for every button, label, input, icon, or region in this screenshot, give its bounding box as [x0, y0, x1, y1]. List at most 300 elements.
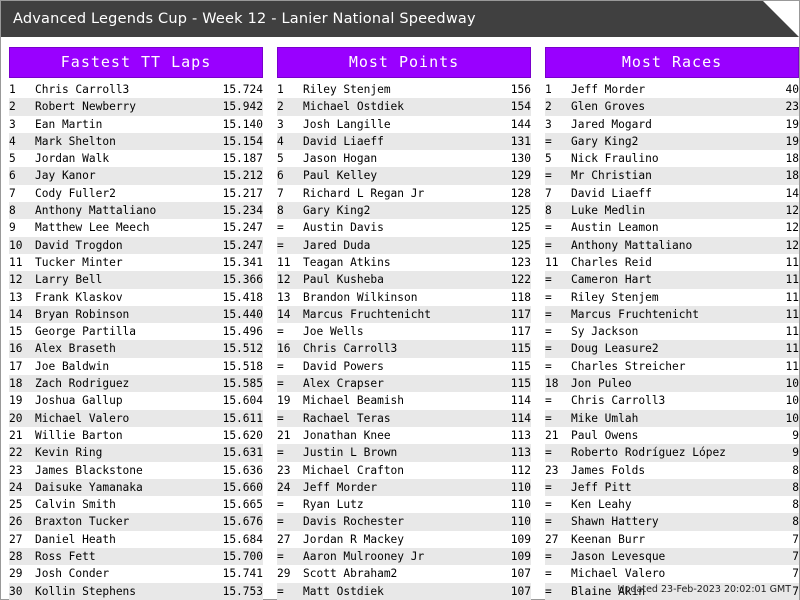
- row-driver-name: Daisuke Yamanaka: [35, 479, 209, 496]
- row-value: 11: [745, 306, 799, 323]
- row-position: 8: [9, 202, 35, 219]
- table-row: [277, 116, 531, 133]
- row-value: 128: [510, 186, 531, 200]
- row-position: 21: [277, 428, 291, 442]
- row-driver-name: Aaron Mulrooney Jr: [303, 548, 477, 565]
- row-driver-name: Ken Leahy: [571, 498, 632, 512]
- row-value: 15.700: [209, 548, 263, 565]
- table-row: [545, 98, 799, 115]
- row-driver-name: Paul Kusheba: [303, 271, 477, 288]
- row-value: 15.604: [222, 394, 263, 408]
- table-row: [545, 185, 799, 202]
- row-driver-name: Davis Rochester: [303, 513, 477, 530]
- row-driver-name: David Liaeff: [303, 133, 477, 150]
- row-position: 2: [545, 98, 571, 115]
- row-position: =: [277, 325, 284, 339]
- row-position: 29: [9, 567, 23, 581]
- row-value: 15.631: [209, 444, 263, 461]
- row-value: 12: [785, 221, 799, 235]
- table-row: [277, 219, 531, 236]
- row-position: =: [277, 237, 303, 254]
- row-driver-name: David Liaeff: [571, 186, 652, 200]
- row-driver-name: Jason Hogan: [303, 152, 378, 166]
- row-position: 11: [277, 255, 291, 269]
- row-position: 18: [545, 375, 571, 392]
- row-driver-name: Joshua Gallup: [35, 394, 123, 408]
- row-value: 125: [477, 237, 531, 254]
- table-row: [545, 271, 799, 288]
- row-value: 110: [477, 513, 531, 530]
- table-row: [277, 513, 531, 530]
- title-bar: [1, 1, 799, 37]
- column-header-most-races: Most Races: [545, 47, 799, 78]
- row-position: 20: [9, 410, 35, 427]
- row-value: 15.942: [209, 98, 263, 115]
- table-row: [9, 496, 263, 513]
- table-row: [277, 237, 531, 254]
- row-value: 8: [792, 463, 799, 477]
- table-row: [9, 323, 263, 340]
- row-driver-name: Scott Abraham2: [303, 567, 398, 581]
- row-driver-name: James Folds: [571, 463, 646, 477]
- row-value: 115: [477, 375, 531, 392]
- row-driver-name: Michael Ostdiek: [303, 98, 477, 115]
- table-row: [277, 583, 531, 600]
- table-row: [545, 392, 799, 409]
- row-driver-name: Chris Carroll3: [35, 83, 130, 96]
- table-row: [277, 565, 531, 582]
- row-value: 15.676: [209, 513, 263, 530]
- column-header-fastest-tt-laps: Fastest TT Laps: [9, 47, 263, 78]
- row-position: =: [545, 513, 571, 530]
- row-value: 154: [477, 98, 531, 115]
- table-row: [9, 219, 263, 236]
- column-most-points: [277, 47, 531, 600]
- row-position: =: [545, 306, 571, 323]
- row-driver-name: Jon Puleo: [571, 375, 745, 392]
- table-row: [9, 513, 263, 530]
- table-row: [545, 150, 799, 167]
- row-driver-name: Daniel Heath: [35, 532, 116, 546]
- row-value: 18: [745, 167, 799, 184]
- row-position: 11: [9, 255, 23, 269]
- row-value: 15.636: [222, 463, 263, 477]
- row-value: 107: [477, 583, 531, 600]
- row-value: 10: [745, 410, 799, 427]
- row-driver-name: Mike Umlah: [571, 410, 745, 427]
- row-value: 15.512: [209, 340, 263, 357]
- row-value: 107: [510, 567, 531, 581]
- table-row: [277, 427, 531, 444]
- table-row: [9, 375, 263, 392]
- row-value: 11: [785, 290, 799, 304]
- table-row: [9, 392, 263, 409]
- row-driver-name: Jeff Pitt: [571, 479, 745, 496]
- row-position: 12: [9, 271, 35, 288]
- row-position: 28: [9, 548, 35, 565]
- row-position: 8: [545, 202, 571, 219]
- row-driver-name: Justin L Brown: [303, 444, 477, 461]
- row-driver-name: George Partilla: [35, 325, 137, 339]
- row-value: 118: [510, 290, 531, 304]
- row-value: 10: [785, 394, 799, 408]
- row-driver-name: Robert Newberry: [35, 98, 209, 115]
- table-row: [277, 167, 531, 184]
- table-row: [545, 167, 799, 184]
- row-driver-name: Michael Valero: [35, 410, 209, 427]
- table-row: [9, 583, 263, 600]
- row-position: 7: [9, 186, 16, 200]
- row-driver-name: Michael Valero: [571, 567, 666, 581]
- row-value: 11: [785, 255, 799, 269]
- table-row: [277, 271, 531, 288]
- row-position: 7: [545, 186, 552, 200]
- row-value: 15.660: [209, 479, 263, 496]
- table-row: [277, 375, 531, 392]
- table-row: [277, 98, 531, 115]
- row-position: 3: [545, 117, 552, 131]
- row-position: =: [545, 167, 571, 184]
- table-row: [277, 462, 531, 479]
- row-driver-name: Willie Barton: [35, 428, 123, 442]
- row-position: 30: [9, 583, 35, 600]
- row-position: 29: [277, 567, 291, 581]
- row-driver-name: James Blackstone: [35, 463, 143, 477]
- row-position: =: [545, 479, 571, 496]
- row-driver-name: Kollin Stephens: [35, 583, 209, 600]
- page-title: Advanced Legends Cup - Week 12 - Lanier National Speedway: [13, 11, 476, 27]
- table-row: [545, 548, 799, 565]
- table-row: [545, 496, 799, 513]
- row-value: 10: [745, 375, 799, 392]
- row-driver-name: Ryan Lutz: [303, 498, 364, 512]
- row-driver-name: Jason Levesque: [571, 548, 745, 565]
- row-value: 12: [745, 237, 799, 254]
- row-position: =: [545, 498, 552, 512]
- row-value: 123: [510, 255, 531, 269]
- row-position: 16: [9, 340, 35, 357]
- table-row: [545, 237, 799, 254]
- row-value: 15.741: [222, 567, 263, 581]
- row-value: 113: [477, 444, 531, 461]
- row-driver-name: Michael Crafton: [303, 463, 405, 477]
- table-row: [9, 116, 263, 133]
- table-body-fastest-tt-laps: [9, 81, 263, 600]
- row-driver-name: Gary King2: [303, 202, 477, 219]
- row-value: 19: [785, 117, 799, 131]
- row-driver-name: Marcus Fruchtenicht: [571, 306, 745, 323]
- row-position: 21: [545, 428, 559, 442]
- table-row: [9, 133, 263, 150]
- row-position: 22: [9, 444, 35, 461]
- row-position: 27: [9, 532, 23, 546]
- row-position: 15: [9, 325, 23, 339]
- row-driver-name: Braxton Tucker: [35, 513, 209, 530]
- table-row: [277, 185, 531, 202]
- row-position: 7: [277, 186, 284, 200]
- row-position: 23: [277, 463, 291, 477]
- row-driver-name: Zach Rodriguez: [35, 375, 209, 392]
- row-value: 114: [477, 410, 531, 427]
- row-position: =: [277, 498, 284, 512]
- row-position: 2: [277, 98, 303, 115]
- row-value: 129: [477, 167, 531, 184]
- row-driver-name: Kevin Ring: [35, 444, 209, 461]
- row-value: 8: [745, 513, 799, 530]
- table-row: [277, 254, 531, 271]
- table-row: [277, 289, 531, 306]
- row-value: 9: [745, 444, 799, 461]
- row-position: =: [277, 513, 303, 530]
- row-value: 11: [745, 340, 799, 357]
- row-value: 15.217: [222, 186, 263, 200]
- table-row: [9, 427, 263, 444]
- table-row: [9, 237, 263, 254]
- table-row: [277, 323, 531, 340]
- row-value: 125: [477, 202, 531, 219]
- row-driver-name: Mark Shelton: [35, 133, 209, 150]
- row-value: 15.753: [209, 583, 263, 600]
- row-value: 156: [510, 83, 531, 96]
- row-value: 131: [477, 133, 531, 150]
- row-driver-name: Riley Stenjem: [303, 83, 391, 96]
- table-row: [9, 410, 263, 427]
- row-value: 18: [785, 152, 799, 166]
- row-driver-name: Calvin Smith: [35, 498, 116, 512]
- row-value: 125: [510, 221, 531, 235]
- row-driver-name: Paul Kelley: [303, 167, 477, 184]
- row-value: 12: [745, 202, 799, 219]
- row-driver-name: Anthony Mattaliano: [35, 202, 209, 219]
- row-value: 7: [745, 583, 799, 600]
- row-position: =: [277, 221, 284, 235]
- row-driver-name: Joe Baldwin: [35, 359, 110, 373]
- row-value: 15.212: [209, 167, 263, 184]
- row-position: 6: [9, 167, 35, 184]
- row-value: 7: [792, 567, 799, 581]
- row-value: 15.247: [222, 221, 263, 235]
- table-row: [9, 202, 263, 219]
- table-row: [545, 427, 799, 444]
- row-value: 130: [510, 152, 531, 166]
- row-position: =: [277, 375, 303, 392]
- row-value: 109: [510, 532, 531, 546]
- row-value: 144: [510, 117, 531, 131]
- row-driver-name: Ean Martin: [35, 117, 103, 131]
- table-row: [545, 81, 799, 98]
- row-position: =: [545, 271, 571, 288]
- row-driver-name: Teagan Atkins: [303, 255, 391, 269]
- table-row: [277, 496, 531, 513]
- row-position: 3: [9, 117, 16, 131]
- table-row: [277, 340, 531, 357]
- row-driver-name: Glen Groves: [571, 98, 745, 115]
- row-position: 10: [9, 237, 35, 254]
- row-value: 19: [745, 133, 799, 150]
- row-driver-name: Jared Mogard: [571, 117, 652, 131]
- row-driver-name: Joe Wells: [303, 325, 364, 339]
- row-position: =: [545, 567, 552, 581]
- row-driver-name: Cody Fuller2: [35, 186, 116, 200]
- table-row: [545, 358, 799, 375]
- table-row: [9, 358, 263, 375]
- row-driver-name: Austin Davis: [303, 221, 384, 235]
- table-row: [545, 323, 799, 340]
- row-value: 15.234: [209, 202, 263, 219]
- row-driver-name: Charles Streicher: [571, 359, 686, 373]
- table-row: [277, 150, 531, 167]
- row-driver-name: Jonathan Knee: [303, 428, 391, 442]
- table-row: [545, 116, 799, 133]
- row-position: 5: [545, 152, 552, 166]
- table-row: [9, 167, 263, 184]
- table-row: [277, 81, 531, 98]
- row-driver-name: Josh Conder: [35, 567, 110, 581]
- row-position: =: [545, 237, 571, 254]
- row-value: 110: [510, 498, 531, 512]
- row-position: =: [545, 410, 571, 427]
- row-driver-name: Jordan R Mackey: [303, 532, 405, 546]
- row-value: 15.518: [222, 359, 263, 373]
- row-position: =: [277, 583, 303, 600]
- table-body-most-races: [545, 81, 799, 600]
- row-position: 2: [9, 98, 35, 115]
- row-value: 15.187: [222, 152, 263, 166]
- row-value: 8: [792, 498, 799, 512]
- row-position: 24: [277, 479, 303, 496]
- row-position: 16: [277, 340, 303, 357]
- row-value: 11: [785, 325, 799, 339]
- row-value: 15.341: [222, 255, 263, 269]
- row-value: 7: [792, 532, 799, 546]
- table-row: [277, 202, 531, 219]
- row-position: 13: [9, 290, 23, 304]
- row-value: 15.154: [209, 133, 263, 150]
- row-position: 13: [277, 290, 291, 304]
- row-value: 110: [477, 479, 531, 496]
- row-value: 15.418: [222, 290, 263, 304]
- table-row: [277, 444, 531, 461]
- row-driver-name: Larry Bell: [35, 271, 209, 288]
- row-driver-name: Jared Duda: [303, 237, 477, 254]
- row-position: =: [545, 133, 571, 150]
- row-position: =: [545, 221, 552, 235]
- table-row: [545, 289, 799, 306]
- row-driver-name: Shawn Hattery: [571, 513, 745, 530]
- row-position: =: [277, 444, 303, 461]
- row-position: =: [545, 394, 552, 408]
- row-position: 18: [9, 375, 35, 392]
- row-driver-name: Bryan Robinson: [35, 306, 209, 323]
- row-position: 27: [545, 532, 559, 546]
- row-value: 117: [510, 325, 531, 339]
- table-row: [545, 479, 799, 496]
- row-value: 115: [510, 359, 531, 373]
- row-value: 15.620: [222, 428, 263, 442]
- row-driver-name: Charles Reid: [571, 255, 652, 269]
- row-position: 5: [9, 152, 16, 166]
- column-header-most-points: Most Points: [277, 47, 531, 78]
- table-fastest-tt-laps: [9, 81, 263, 600]
- table-row: [9, 565, 263, 582]
- row-position: =: [545, 340, 571, 357]
- row-driver-name: Tucker Minter: [35, 255, 123, 269]
- row-position: 9: [9, 221, 16, 235]
- row-value: 40: [785, 83, 799, 96]
- row-driver-name: Mr Christian: [571, 167, 745, 184]
- table-row: [545, 513, 799, 530]
- table-row: [9, 306, 263, 323]
- row-position: 21: [9, 428, 23, 442]
- table-row: [9, 271, 263, 288]
- row-position: 19: [277, 394, 291, 408]
- row-value: 7: [745, 548, 799, 565]
- table-most-races: [545, 81, 799, 600]
- row-position: 1: [9, 83, 16, 96]
- table-row: [9, 340, 263, 357]
- row-value: 15.585: [209, 375, 263, 392]
- row-driver-name: David Trogdon: [35, 237, 209, 254]
- table-row: [277, 410, 531, 427]
- row-position: =: [545, 290, 552, 304]
- row-driver-name: Chris Carroll3: [571, 394, 666, 408]
- table-row: [545, 219, 799, 236]
- row-value: 9: [792, 428, 799, 442]
- table-row: [545, 444, 799, 461]
- table-row: [277, 358, 531, 375]
- table-row: [9, 531, 263, 548]
- row-driver-name: Jay Kanor: [35, 167, 209, 184]
- row-position: 27: [277, 532, 291, 546]
- row-value: 114: [510, 394, 531, 408]
- table-row: [9, 444, 263, 461]
- row-driver-name: Matthew Lee Meech: [35, 221, 150, 235]
- row-value: 115: [477, 340, 531, 357]
- row-position: 12: [277, 271, 303, 288]
- row-position: 6: [277, 167, 303, 184]
- row-value: 15.440: [209, 306, 263, 323]
- row-driver-name: Matt Ostdiek: [303, 583, 477, 600]
- row-driver-name: Paul Owens: [571, 428, 639, 442]
- row-position: 26: [9, 513, 35, 530]
- row-position: =: [545, 548, 571, 565]
- row-value: 8: [745, 479, 799, 496]
- row-driver-name: Keenan Burr: [571, 532, 646, 546]
- row-value: 11: [745, 271, 799, 288]
- leaderboard-columns: [1, 37, 799, 600]
- row-driver-name: David Powers: [303, 359, 384, 373]
- table-row: [277, 306, 531, 323]
- row-position: 23: [545, 463, 559, 477]
- row-driver-name: Anthony Mattaliano: [571, 237, 745, 254]
- table-row: [9, 479, 263, 496]
- row-driver-name: Alex Crapser: [303, 375, 477, 392]
- row-value: 117: [477, 306, 531, 323]
- row-driver-name: Richard L Regan Jr: [303, 186, 425, 200]
- row-value: 15.665: [222, 498, 263, 512]
- row-position: 24: [9, 479, 35, 496]
- row-driver-name: Jordan Walk: [35, 152, 110, 166]
- row-value: 14: [785, 186, 799, 200]
- table-row: [9, 98, 263, 115]
- row-position: 1: [277, 83, 284, 96]
- row-value: 23: [745, 98, 799, 115]
- row-position: 8: [277, 202, 303, 219]
- row-driver-name: Gary King2: [571, 133, 745, 150]
- column-most-races: [545, 47, 799, 600]
- row-position: 1: [545, 83, 552, 96]
- row-driver-name: Michael Beamish: [303, 394, 405, 408]
